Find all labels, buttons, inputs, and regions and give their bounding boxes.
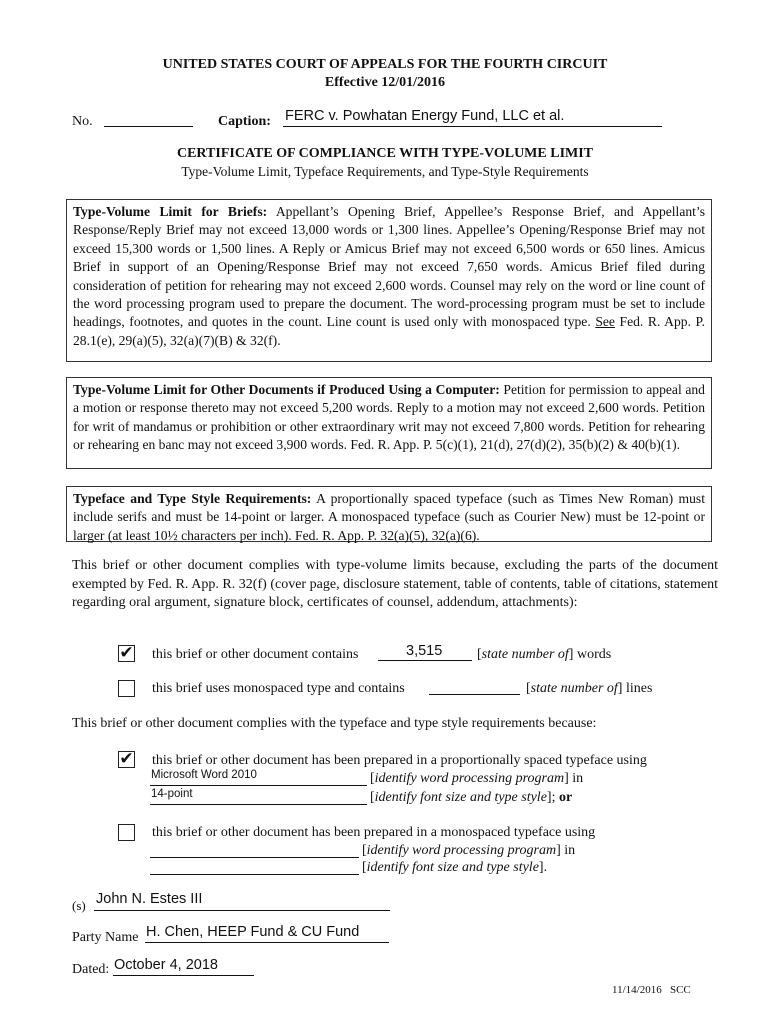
words-hint: [state number of] words (477, 647, 612, 662)
word-count-field[interactable]: 3,515 (378, 643, 472, 661)
certificate-subtitle: Type-Volume Limit, Typeface Requirements, and Type-Style Requirements (181, 164, 589, 179)
certificate-title: CERTIFICATE OF COMPLIANCE WITH TYPE-VOLUME LIMIT (176, 146, 594, 161)
box2-body: Petition for permission to appeal and a motion or response thereto may not exceed 5,200 words. Reply to a motion may not exceed 2,600 words. Petition for writ of mandamus or prohibition or other extraordinary writ may not exceed 7,800 words. Petition for rehearing or rehearing en banc may not exceed 3,900 words. Fed. R. App. P. 5(c)(1), 21(d), 27(d)(2), 35(b)(2) & 40(b)(1). (73, 382, 705, 453)
monospaced-option-text: this brief or other document has been prepared in a monospaced typeface using (152, 825, 596, 840)
dated-field[interactable]: October 4, 2018 (113, 957, 254, 976)
proportional-size-field[interactable]: 14-point (150, 787, 367, 805)
box1-see: See (595, 314, 615, 330)
words-checkbox[interactable] (118, 645, 135, 662)
case-number-field[interactable] (104, 112, 193, 127)
box1-heading: Type-Volume Limit for Briefs: (73, 204, 268, 219)
line-count-field[interactable] (429, 678, 520, 695)
box1-cite: Fed. R. App. P. 28.1(e), 29(a)(5), 32(a)(7)(B) & 32(f). (73, 314, 705, 348)
checkmark-icon: ✔ (119, 749, 134, 769)
party-name-label: Party Name (72, 930, 139, 945)
words-option-text: this brief or other document contains (152, 647, 359, 662)
checkmark-icon: ✔ (119, 643, 134, 663)
signature-field[interactable]: John N. Estes III (94, 891, 390, 911)
party-name-field[interactable]: H. Chen, HEEP Fund & CU Fund (145, 924, 389, 943)
dated-label: Dated: (72, 962, 110, 977)
lines-option-text: this brief uses monospaced type and contains (152, 681, 405, 696)
monospaced-program-hint: [identify word processing program] in (362, 843, 576, 858)
type-volume-briefs-box (66, 199, 712, 362)
monospaced-program-field[interactable] (150, 841, 359, 858)
box2-heading: Type-Volume Limit for Other Documents if Produced Using a Computer: (73, 382, 500, 397)
proportional-program-hint: [identify word processing program] in (370, 771, 584, 786)
monospaced-size-hint: [identify font size and type style]. (362, 860, 548, 875)
form-revision-code: 11/14/2016 SCC (612, 984, 691, 996)
proportional-checkbox[interactable] (118, 751, 135, 768)
proportional-size-hint: [identify font size and type style]; or (370, 790, 573, 805)
case-number-label: No. (72, 114, 93, 129)
caption-field[interactable]: FERC v. Powhatan Energy Fund, LLC et al. (283, 108, 662, 127)
signature-label: (s) (72, 898, 86, 913)
proportional-program-field[interactable]: Microsoft Word 2010 (150, 768, 367, 786)
monospaced-size-field[interactable] (150, 858, 359, 875)
typeface-requirements-box (66, 486, 712, 542)
effective-date: Effective 12/01/2016 (324, 75, 446, 90)
box3-heading: Typeface and Type Style Requirements: (73, 491, 312, 506)
lines-checkbox[interactable] (118, 680, 135, 697)
proportional-option-text: this brief or other document has been prepared in a proportionally spaced typeface using (152, 753, 647, 768)
caption-label: Caption: (218, 114, 271, 129)
lines-hint: [state number of] lines (526, 681, 653, 696)
typeface-compliance-intro: This brief or other document complies with the typeface and type style requirements because: (72, 716, 597, 731)
type-volume-other-box (66, 377, 712, 469)
volume-compliance-intro: This brief or other document complies with type-volume limits because, excluding the parts of the document exempted by Fed. R. App. R. 32(f) (cover page, disclosure statement, table of contents, table of citations, statement regarding oral argument, signature block, certificates of counsel, addendum, attachments): (72, 558, 718, 611)
box3-body: A proportionally spaced typeface (such as Times New Roman) must include serifs and must be 14-point or larger. A monospaced typeface (such as Courier New) must be 12-point or larger (at least 10½ characters per inch). Fed. R. App. P. 32(a)(5), 32(a)(6). (73, 491, 705, 543)
box1-body: Appellant’s Opening Brief, Appellee’s Response Brief, and Appellant’s Response/Reply Brief may not exceed 13,000 words or 1,300 lines. Appellee’s Opening/Response Brief may not exceed 15,300 words or 1,500 lines. A Reply or Amicus Brief may not exceed 6,500 words or 650 lines. Amicus Brief in support of an Opening/Response Brief may not exceed 7,650 words. Amicus Brief filed during consideration of petition for rehearing may not exceed 2,600 words. Counsel may rely on the word or line count of the word processing program used to prepare the document. The word-processing program must be set to include headings, footnotes, and quotes in the count. Line count is used only with monospaced type. (73, 204, 706, 330)
monospaced-checkbox[interactable] (118, 824, 135, 841)
court-title: UNITED STATES COURT OF APPEALS FOR THE FOURTH CIRCUIT (162, 57, 608, 72)
